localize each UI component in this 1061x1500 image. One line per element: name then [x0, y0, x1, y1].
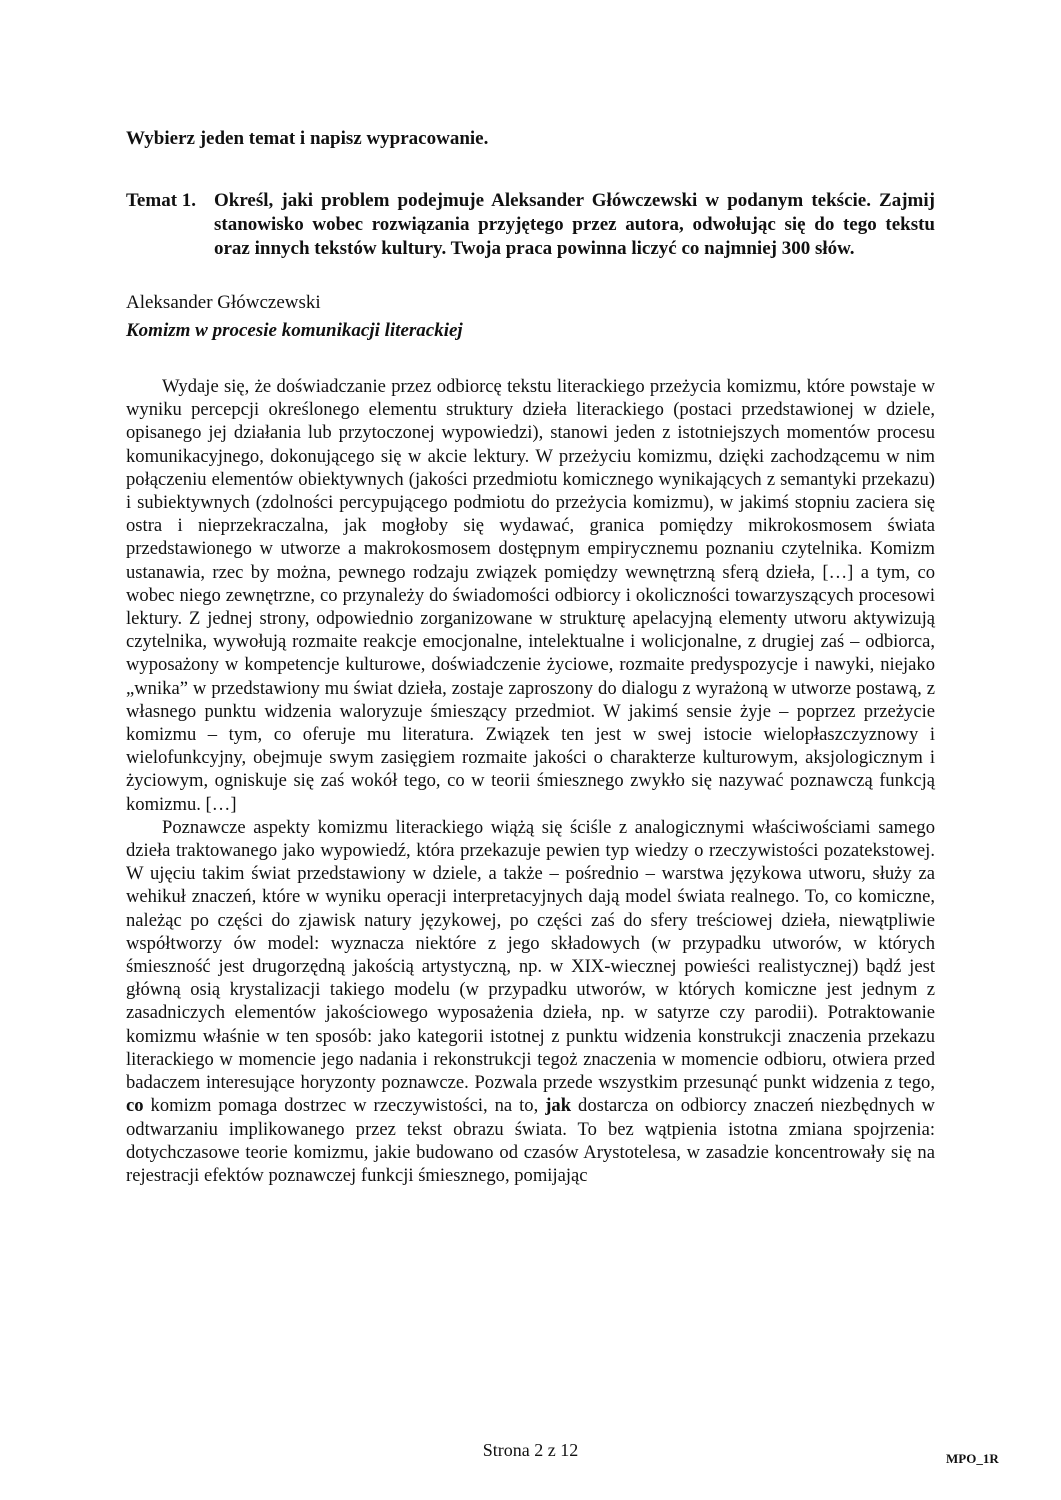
paragraph-2-part-b: komizm pomaga dostrzec w rzeczywistości, na to, [150, 1095, 539, 1117]
paragraph-2-bold-jak: jak [545, 1095, 572, 1117]
paragraph-2-bold-co: co [126, 1095, 144, 1117]
topic-text: Określ, jaki problem podejmuje Aleksander Główczewski w podanym tekście. Zajmij stanowisko wobec rozwiązania przyjętego przez autora, odwołując się do tego tekstu oraz innych tekstów kultury. Twoja praca powinna liczyć co najmniej 300 słów. [214, 190, 935, 259]
page-content [126, 127, 935, 1187]
paragraph-2 [126, 816, 935, 1187]
instruction: Wybierz jeden temat i napisz wypracowanie. [126, 128, 489, 149]
page-number: Strona 2 z 12 [482, 1440, 579, 1460]
author-name: Aleksander Główczewski [126, 292, 321, 313]
paragraph-2-part-c: dostarcza on odbiorcy znaczeń niezbędnych w odtwarzaniu implikowanego przez tekst obrazu świata. To bez wątpienia istotna zmiana spojrzenia: dotychczasowe teorie komizmu, jakie budowano od czasów Arystotelesa, w zasadzie koncentrowały się na rejestracji efektów poznawczej funkcji śmiesznego, pomijając [126, 1095, 935, 1186]
topic [126, 189, 935, 261]
exam-code: MPO_1R [946, 1451, 999, 1466]
topic-label: Temat 1. [126, 190, 197, 211]
work-title: Komizm w procesie komunikacji literackiej [126, 320, 463, 341]
article-text [126, 375, 935, 1187]
paragraph-2-part-a: Poznawcze aspekty komizmu literackiego wiążą się ściśle z analogicznymi właściwościami samego dzieła traktowanego jako wypowiedź, która przekazuje pewien typ wiedzy o rzeczywistości pozatekstowej. W ujęciu takim świat przedstawiony w dziele, a także – pośrednio – warstwa językowa utworu, służy za wehikuł znaczeń, które w wyniku operacji interpretacyjnych dają model świata realnego. To, co komiczne, należąc po części do zjawisk natury językowej, po części zaś do sfery treściowej dzieła, niewątpliwie współtworzy ów model: wyznacza niektóre z jego składowych (w przypadku utworów, w których śmieszność jest drugorzędną jakością artystyczną, np. w XIX-wiecznej powieści realistycznej) bądź jest główną osią krystalizacji takiego modelu (w przypadku utworów, w których komiczne jest jednym z zasadniczych elementów jakościowego wyposażenia dzieła, np. w satyrze czy parodii). Potraktowanie komizmu właśnie w ten sposób: jako kategorii istotnej z punktu widzenia konstrukcji znaczenia przekazu literackiego w momencie jego nadania i rekonstrukcji tegoż znaczenia w momencie odbioru, otwiera przed badaczem interesujące horyzonty poznawcze. Pozwala przede wszystkim przesunąć punkt widzenia z tego, [126, 816, 935, 1094]
paragraph-1: Wydaje się, że doświadczanie przez odbiorcę tekstu literackiego przeżycia komizmu, które powstaje w wyniku percepcji określonego elementu struktury dzieła literackiego (postaci przedstawionej w dziele, opisanego jej działania lub przytoczonej wypowiedzi), stanowi jeden z istotniejszych momentów procesu komunikacyjnego, dokonującego się w akcie lektury. W przeżyciu komizmu, dzięki zachodzącemu w nim połączeniu elementów obiektywnych (jakości przedmiotu komicznego wynikających z semantyki przekazu) i subiektywnych (zdolności percypującego podmiotu do przeżycia komizmu), w jakimś stopniu zaciera się ostra i nieprzekraczalna, jak mogłoby się wydawać, granica pomiędzy mikrokosmosem świata przedstawionego w utworze a makrokosmosem dostępnym empirycznemu poznaniu czytelnika. Komizm ustanawia, rzec by można, pewnego rodzaju związek pomiędzy wewnętrzną sferą dzieła, […] a tym, co wobec niego zewnętrzne, co przynależy do świadomości odbiorcy i okoliczności towarzyszących procesowi lektury. Z jednej strony, odpowiednio zorganizowane w strukturę apelacyjną elementy utworu aktywizują czytelnika, wywołują rozmaite reakcje emocjonalne, intelektualne i wolicjonalne, z drugiej zaś – odbiorca, wyposażony w kompetencje kulturowe, doświadczenie życiowe, rozmaite predyspozycje i nawyki, niejako „wnika” w przedstawiony mu świat dzieła, zostaje zaproszony do dialogu z wyrażoną w utworze postawą, z własnego punktu widzenia waloryzuje śmieszący przedmiot. W jakimś sensie żyje – poprzez przeżycie komizmu – tym, co oferuje mu literatura. Związek ten jest w swej istocie wielopłaszczyznowy i wielofunkcyjny, obejmuje swym zasięgiem rozmaite jakości o charakterze kulturowym, aksjologicznym i życiowym, ogniskuje się zaś wokół tego, co w teorii śmiesznego zwykło się nazywać poznawczą funkcją komizmu. […] [126, 376, 935, 815]
